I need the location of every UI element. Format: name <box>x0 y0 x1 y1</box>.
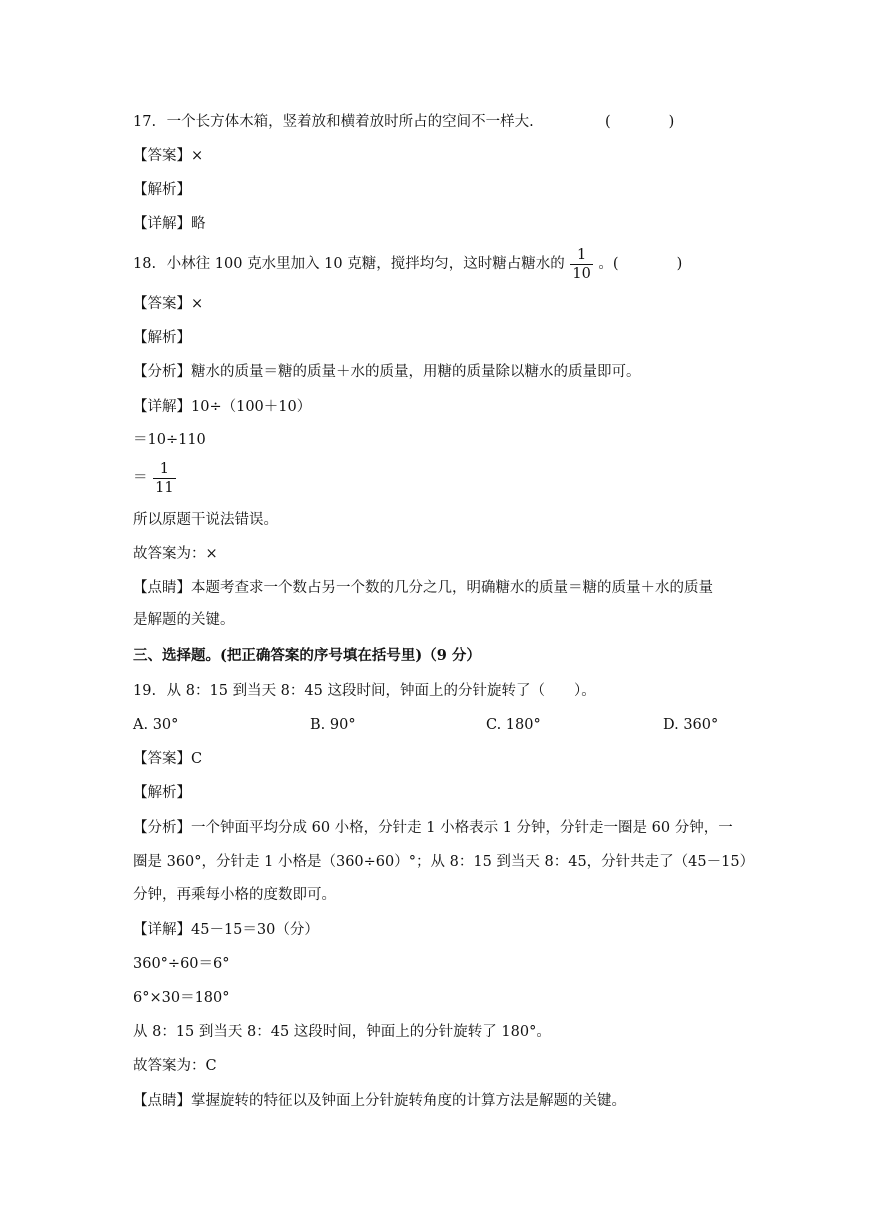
q18-conclusion: 所以原题干说法错误。 <box>133 512 278 528</box>
q19-detail-2: 360°÷60＝6° <box>133 956 230 972</box>
q18-answer: 【答案】× <box>133 296 204 312</box>
q19-number: 19. <box>133 683 157 699</box>
q18-detail-2: ＝10÷110 <box>133 432 206 448</box>
q19-text: 从 8：15 到当天 8：45 这段时间，钟面上的分针旋转了（ ）。 <box>166 683 596 699</box>
q18-result-denominator: 11 <box>155 479 174 496</box>
q18-fraction-numerator: 1 <box>570 246 592 265</box>
q18-fraction <box>570 246 592 283</box>
q18-result-fraction <box>153 460 175 497</box>
q19-answer: 【答案】C <box>133 751 203 767</box>
q18-final: 故答案为：× <box>133 546 218 562</box>
q18-dianjing-2: 是解题的关键。 <box>133 612 235 628</box>
q19-option-c: C. 180° <box>486 717 541 733</box>
q17-analysis-head: 【解析】 <box>133 182 191 198</box>
q19-fenxi-2: 圈是 360°，分针走 1 小格是（360÷60）°；从 8：15 到当天 8：45，分针共走了（45－15） <box>133 854 755 870</box>
q17-text: 一个长方体木箱，竖着放和横着放时所占的空间不一样大. <box>166 114 534 130</box>
q18-result-numerator: 1 <box>153 460 175 479</box>
q17-stem <box>133 112 675 132</box>
q19-fenxi-1: 【分析】一个钟面平均分成 60 小格，分针走 1 小格表示 1 分钟，分针走一圈是 60 分钟，一 <box>133 820 733 836</box>
q17-number: 17. <box>133 114 157 130</box>
q17-blank: ( ) <box>605 114 675 130</box>
q18-number: 18. <box>133 256 157 272</box>
q18-stem <box>133 244 682 284</box>
q19-final: 故答案为：C <box>133 1058 217 1074</box>
q19-stem <box>133 681 596 701</box>
q19-detail-3: 6°×30＝180° <box>133 990 230 1006</box>
q19-option-a: A. 30° <box>133 717 179 733</box>
q19-option-d: D. 360° <box>663 717 719 733</box>
q19-detail-1: 【详解】45－15＝30（分） <box>133 922 319 938</box>
q18-blank: 。( ) <box>598 256 683 272</box>
q18-dianjing-1: 【点睛】本题考查求一个数占另一个数的几分之几，明确糖水的质量＝糖的质量＋水的质量 <box>133 580 713 596</box>
section-3-title: 三、选择题。(把正确答案的序号填在括号里)（9 分） <box>133 647 481 664</box>
q17-detail: 【详解】略 <box>133 216 206 232</box>
q17-answer: 【答案】× <box>133 148 204 164</box>
q18-detail-1: 【详解】10÷（100＋10） <box>133 399 312 415</box>
q18-detail-3 <box>133 458 177 498</box>
q19-fenxi-3: 分钟，再乘每小格的度数即可。 <box>133 887 336 903</box>
q19-analysis-head: 【解析】 <box>133 785 191 801</box>
q18-detail-3-prefix: ＝ <box>133 470 148 486</box>
q19-conclusion: 从 8：15 到当天 8：45 这段时间，钟面上的分针旋转了 180°。 <box>133 1024 551 1040</box>
q18-fraction-denominator: 10 <box>572 265 591 282</box>
q18-analysis-head: 【解析】 <box>133 330 191 346</box>
q18-fenxi: 【分析】糖水的质量＝糖的质量＋水的质量，用糖的质量除以糖水的质量即可。 <box>133 364 641 380</box>
q19-dianjing: 【点睛】掌握旋转的特征以及钟面上分针旋转角度的计算方法是解题的关键。 <box>133 1093 626 1109</box>
q18-text: 小林往 100 克水里加入 10 克糖，搅拌均匀，这时糖占糖水的 <box>166 256 565 272</box>
q19-option-b: B. 90° <box>310 717 356 733</box>
